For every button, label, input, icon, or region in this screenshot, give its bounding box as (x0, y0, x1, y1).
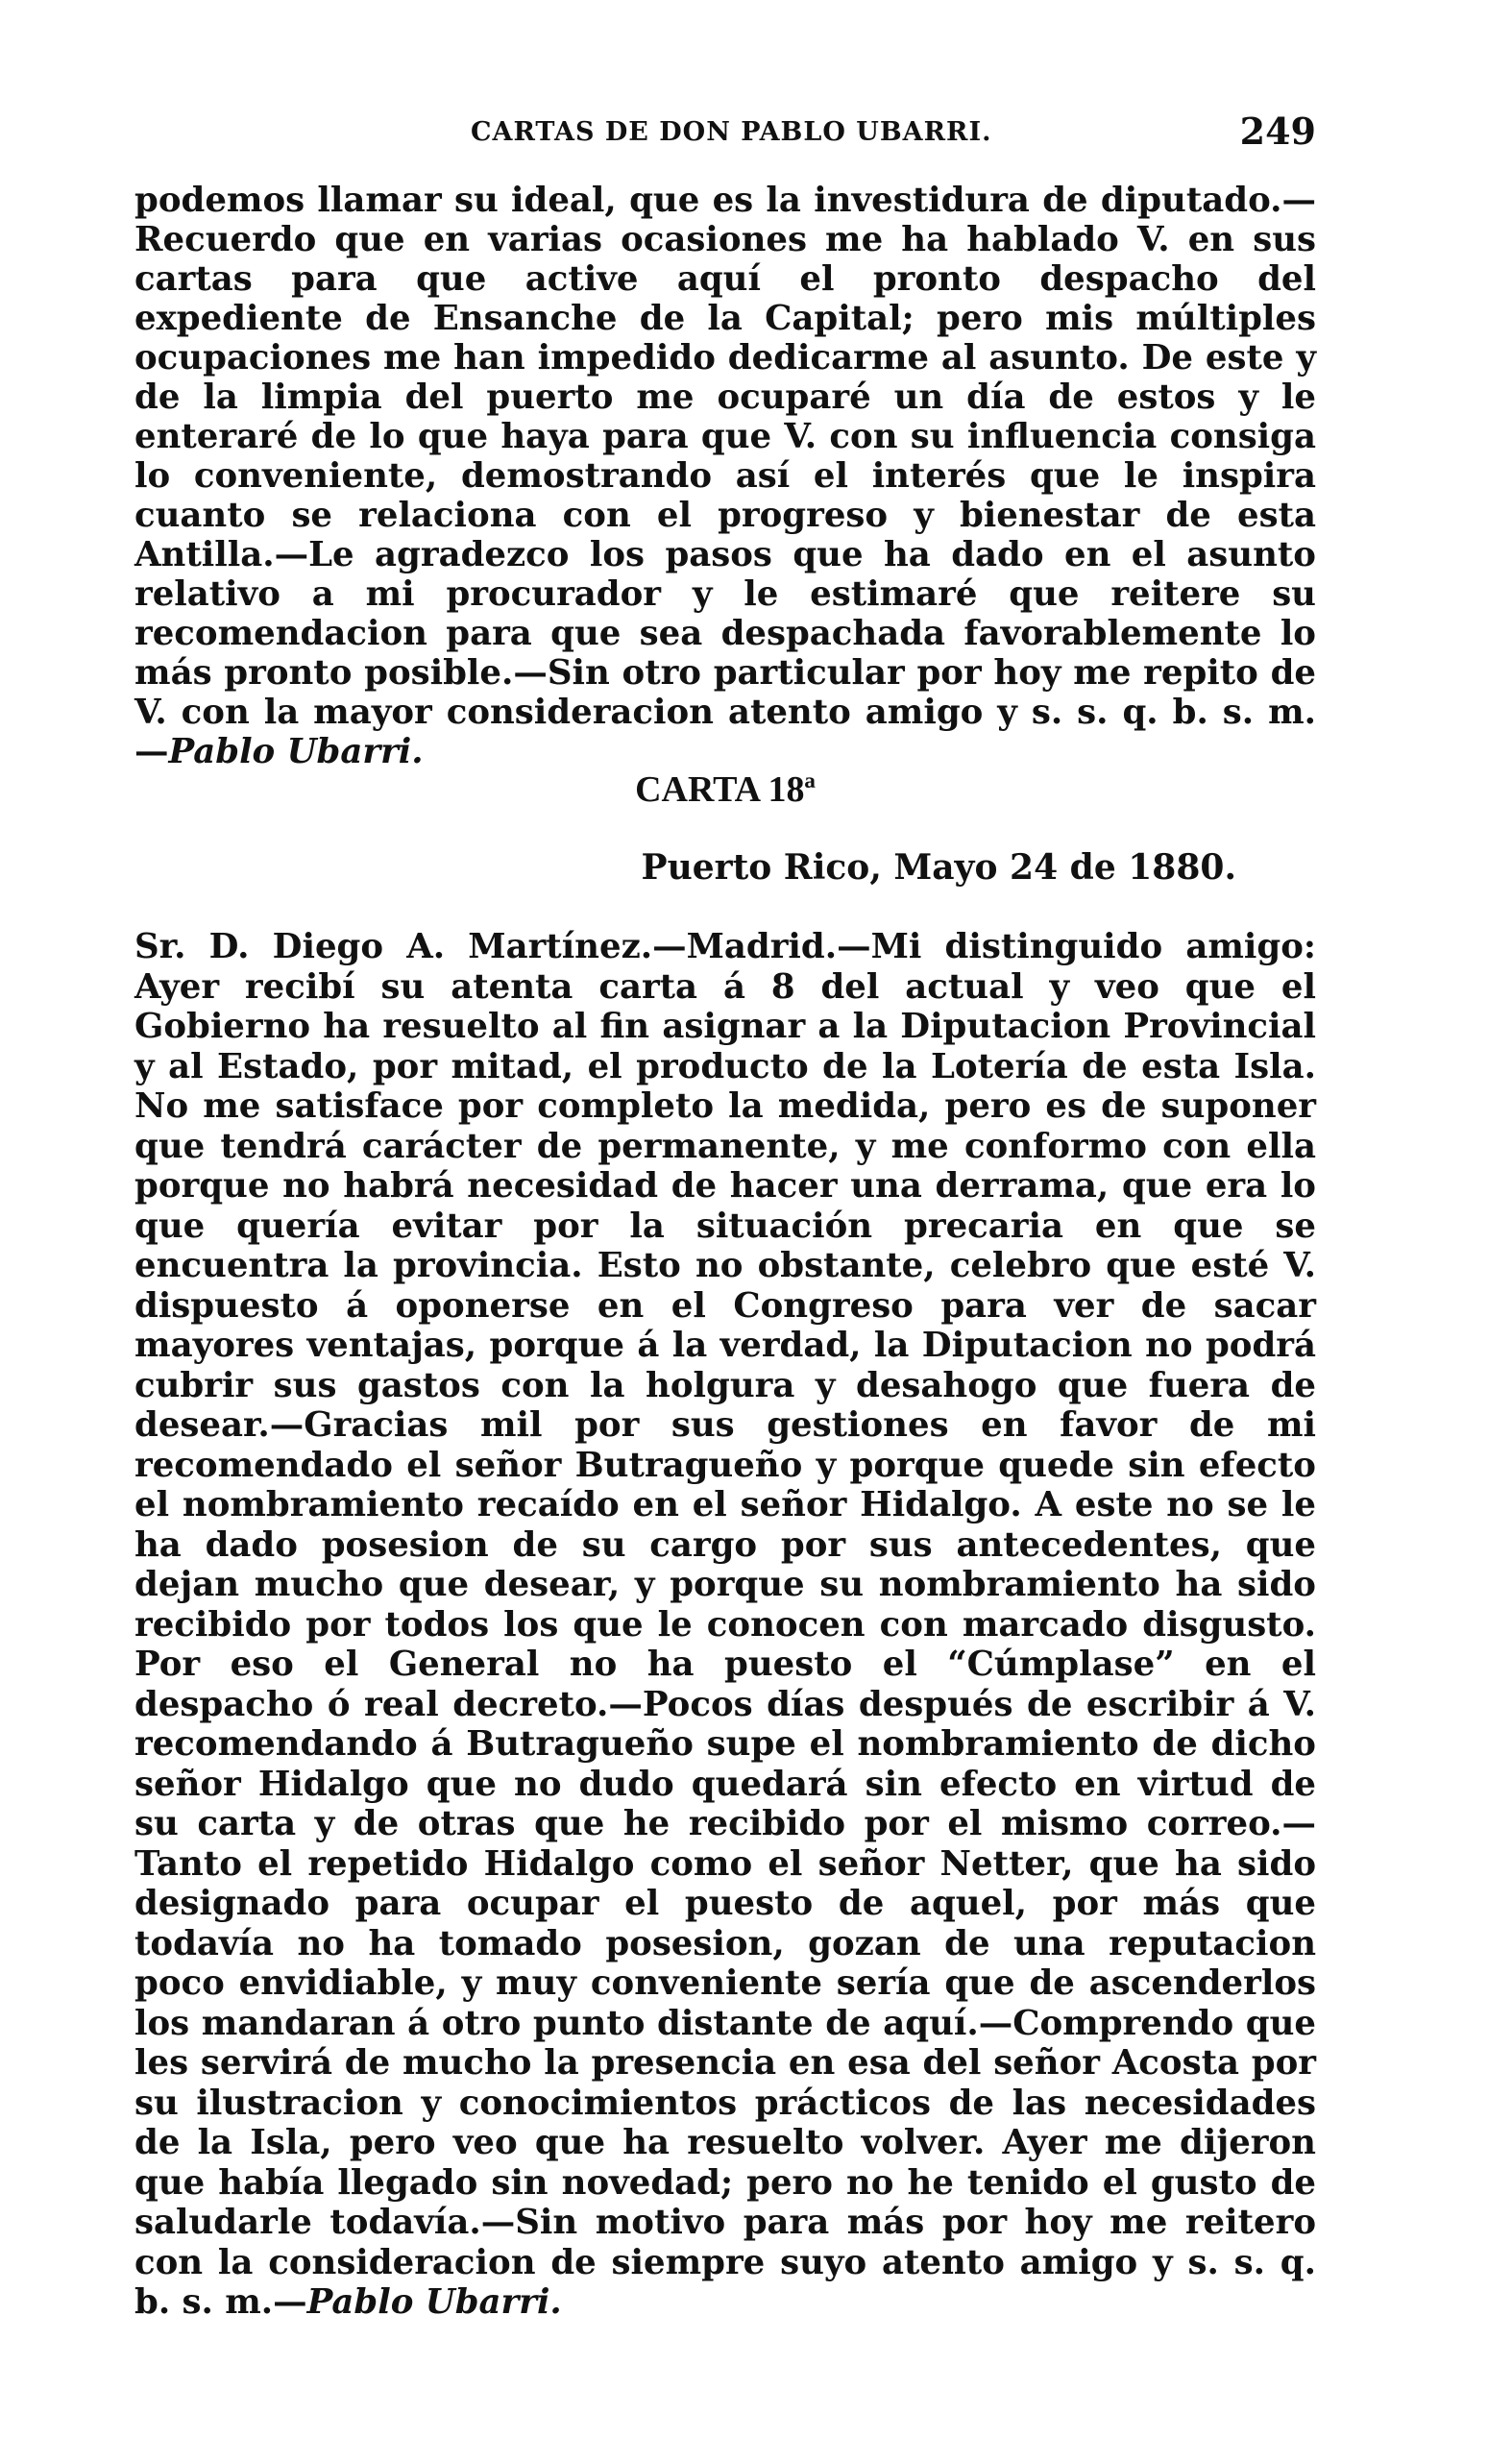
page-number: 249 (1239, 110, 1316, 153)
letter-17-text: podemos llamar su ideal, que es la investidura de diputado.—Recuerdo que en varias ocasiones me ha hablado V. en sus cartas para que active aquí el pronto despacho del expediente de Ensanche de la Capital; pero mis múltiples ocupaciones me han impedido dedicarme al asunto. De este y de la limpia del puerto me ocuparé un día de estos y le enteraré de lo que haya para que V. con su influencia consiga lo conveniente, demostrando así el interés que le inspira cuanto se relaciona con el progreso y bienestar de esta Antilla.—Le agradezco los pasos que ha dado en el asunto relativo a mi procurador y le estimaré que reitere su recomendacion para que sea despachada favorablemente lo más pronto posible.—Sin otro particular por hoy me repito de V. con la mayor consideracion atento amigo y s. s. q. b. s. m.— (134, 181, 1316, 771)
letter-18-heading: CARTA 18ª (635, 769, 816, 810)
letter-18-body (134, 927, 1316, 2323)
running-head (134, 110, 1316, 159)
letter-17-paragraph (134, 181, 1316, 771)
letter-18-paragraph (134, 927, 1316, 2323)
letter-18-dateline: Puerto Rico, Mayo 24 de 1880. (641, 847, 1236, 888)
letter-18-signature: Pablo Ubarri. (306, 2282, 562, 2322)
letter-17-continuation (134, 181, 1316, 771)
running-title: CARTAS DE DON PABLO UBARRI. (471, 117, 992, 147)
letter-18-text: Sr. D. Diego A. Martínez.—Madrid.—Mi distinguido amigo: Ayer recibí su atenta carta á 8 del actual y veo que el Gobierno ha resuelto al fin asignar a la Diputacion Provincial y al Estado, por mitad, el producto de la Lotería de esta Isla. No me satisface por completo la medida, pero es de suponer que tendrá carácter de permanente, y me conformo con ella porque no habrá necesidad de hacer una derrama, que era lo que quería evitar por la situación precaria en que se encuentra la provincia. Esto no obstante, celebro que esté V. dispuesto á oponerse en el Congreso para ver de sacar mayores ventajas, porque á la verdad, la Diputacion no podrá cubrir sus gastos con la holgura y desahogo que fuera de desear.—Gracias mil por sus gestiones en favor de mi recomendado el señor Butragueño y porque quede sin efecto el nombramiento recaído en el señor Hidalgo. A este no se le ha dado posesion de su cargo por sus antecedentes, que dejan mucho que desear, y porque su nombramiento ha sido recibido por todos los que le conocen con marcado disgusto. Por eso el General no ha puesto el “Cúmplase” en el despacho ó real decreto.—Pocos días después de escribir á V. recomendando á Butragueño supe el nombramiento de dicho señor Hidalgo que no dudo quedará sin efecto en virtud de su carta y de otras que he recibido por el mismo correo.—Tanto el repetido Hidalgo como el señor Netter, que ha sido designado para ocupar el puesto de aquel, por más que todavía no ha tomado posesion, gozan de una reputacion poco envidiable, y muy conveniente sería que de ascenderlos los mandaran á otro punto distante de aquí.—Comprendo que les servirá de mucho la presencia en esa del señor Acosta por su ilustracion y conocimientos prácticos de las necesidades de la Isla, pero veo que ha resuelto volver. Ayer me dijeron que había llegado sin novedad; pero no he tenido el gusto de saludarle todavía.—Sin motivo para más por hoy me reitero con la consideracion de siempre suyo atento amigo y s. s. q. b. s. m.— (134, 927, 1316, 2322)
letter-17-signature: Pablo Ubarri. (168, 732, 424, 771)
